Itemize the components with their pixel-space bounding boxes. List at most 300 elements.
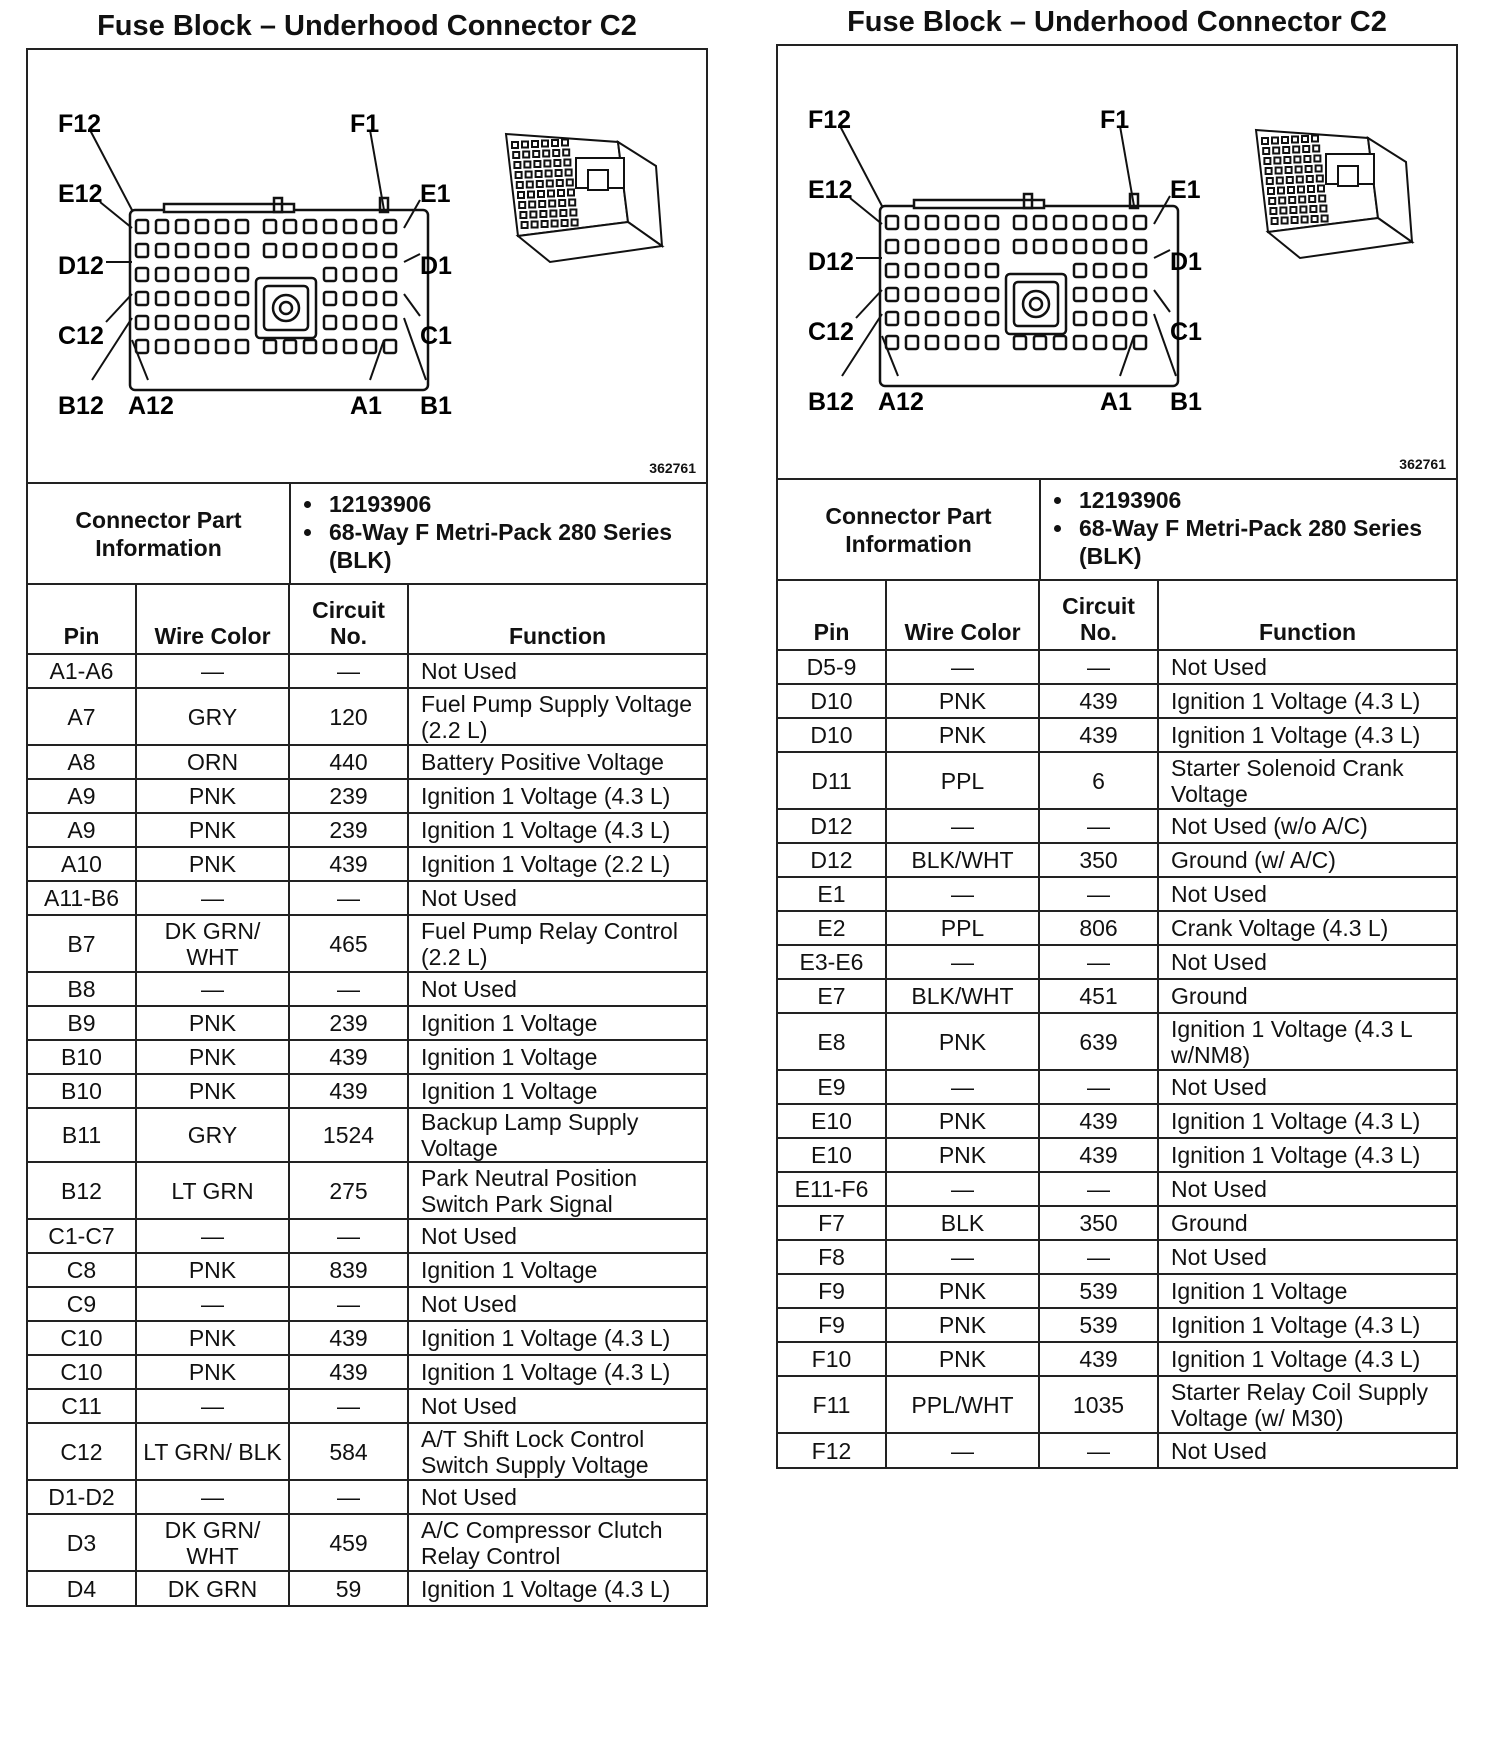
terminal-cavity [1054, 336, 1066, 349]
circuit-no-cell: 439 [289, 1355, 408, 1389]
pin-cell: B10 [28, 1040, 136, 1074]
terminal-cavity [236, 340, 248, 353]
pin-leader-line [1154, 196, 1170, 224]
terminal-cavity [324, 244, 336, 257]
pin-label-e1: E1 [1170, 176, 1201, 204]
terminal-cavity [1134, 288, 1146, 301]
circuit-no-cell: 6 [1039, 752, 1158, 809]
terminal-cavity [196, 268, 208, 281]
terminal-cavity [1074, 264, 1086, 277]
pin-cell: F11 [778, 1376, 886, 1433]
connector-card [26, 48, 708, 1607]
terminal-cavity [1054, 216, 1066, 229]
circuit-no-cell: — [1039, 877, 1158, 911]
terminal-cavity [176, 292, 188, 305]
function-cell: Not Used [1158, 1433, 1456, 1467]
terminal-cavity [1114, 336, 1126, 349]
circuit-no-cell: 350 [1039, 843, 1158, 877]
pin-label-e12: E12 [808, 176, 853, 204]
table-row [28, 779, 706, 813]
wire-color-cell: ORN [136, 745, 289, 779]
function-cell: A/T Shift Lock Control Switch Supply Voltage [408, 1423, 706, 1480]
function-cell: Crank Voltage (4.3 L) [1158, 911, 1456, 945]
terminal-cavity [966, 240, 978, 253]
terminal-cavity [324, 340, 336, 353]
wire-color-cell: — [136, 654, 289, 688]
wire-color-cell: PNK [886, 1138, 1039, 1172]
wire-color-cell: PNK [886, 718, 1039, 752]
pin-leader-line [1120, 126, 1134, 206]
terminal-cavity [946, 312, 958, 325]
table-row [778, 1308, 1456, 1342]
pin-label-f1: F1 [1100, 106, 1130, 134]
table-row [28, 1040, 706, 1074]
panel-title: Fuse Block – Underhood Connector C2 [847, 6, 1387, 38]
terminal-cavity [384, 220, 396, 233]
terminal-cavity [946, 288, 958, 301]
terminal-cavity [1094, 312, 1106, 325]
table-row [778, 945, 1456, 979]
circuit-no-cell: 806 [1039, 911, 1158, 945]
terminal-cavity [264, 340, 276, 353]
right-connector-panel [776, 0, 1458, 1469]
terminal-cavity [304, 340, 316, 353]
table-row [778, 979, 1456, 1013]
terminal-cavity [216, 340, 228, 353]
function-cell: Not Used [1158, 650, 1456, 684]
circuit-no-cell: — [1039, 1172, 1158, 1206]
terminal-cavity [364, 244, 376, 257]
terminal-cavity [906, 216, 918, 229]
pin-label-f12: F12 [58, 110, 102, 138]
center-bolt-hole [273, 295, 299, 321]
pin-cell: B7 [28, 915, 136, 972]
table-row [28, 1514, 706, 1571]
terminal-cavity [946, 264, 958, 277]
connector-diagram [778, 46, 1456, 480]
terminal-cavity [264, 220, 276, 233]
function-cell: Ground [1158, 1206, 1456, 1240]
terminal-cavity [1014, 336, 1026, 349]
wire-color-cell: — [136, 1287, 289, 1321]
function-cell: Starter Solenoid Crank Voltage [1158, 752, 1456, 809]
circuit-no-cell: — [1039, 809, 1158, 843]
part-number: • 12193906 [1075, 486, 1456, 514]
terminal-cavity [384, 340, 396, 353]
function-cell: Ignition 1 Voltage (4.3 L) [408, 1321, 706, 1355]
pin-label-d1: D1 [1170, 248, 1202, 276]
function-cell: Not Used [408, 1219, 706, 1253]
function-cell: Ground (w/ A/C) [1158, 843, 1456, 877]
table-row [28, 1074, 706, 1108]
terminal-cavity [284, 220, 296, 233]
terminal-cavity [136, 316, 148, 329]
pin-cell: D3 [28, 1514, 136, 1571]
connector-diagram [28, 50, 706, 484]
pin-cell: C10 [28, 1321, 136, 1355]
terminal-cavity [1054, 240, 1066, 253]
terminal-cavity [926, 336, 938, 349]
pin-cell: F10 [778, 1342, 886, 1376]
function-cell: Battery Positive Voltage [408, 745, 706, 779]
pin-cell: F9 [778, 1274, 886, 1308]
terminal-cavity [986, 240, 998, 253]
part-number: • 12193906 [325, 490, 706, 518]
terminal-cavity [384, 316, 396, 329]
terminal-cavity [1094, 264, 1106, 277]
pin-cell: E8 [778, 1013, 886, 1070]
connector-face-illustration [778, 46, 1456, 478]
table-row [778, 1104, 1456, 1138]
circuit-no-cell: 439 [289, 1074, 408, 1108]
circuit-no-cell: 1035 [1039, 1376, 1158, 1433]
table-row [778, 1240, 1456, 1274]
terminal-cavity [216, 244, 228, 257]
wire-color-cell: PNK [136, 847, 289, 881]
terminal-cavity [926, 312, 938, 325]
pin-cell: C8 [28, 1253, 136, 1287]
circuit-no-cell: — [1039, 1433, 1158, 1467]
pin-cell: D10 [778, 684, 886, 718]
terminal-cavity [966, 216, 978, 229]
wire-color-cell: — [886, 945, 1039, 979]
pin-cell: F9 [778, 1308, 886, 1342]
table-header-row [778, 581, 1456, 650]
wire-color-cell: DK GRN/ WHT [136, 915, 289, 972]
connector-info-list [1041, 480, 1456, 579]
circuit-no-cell: 439 [1039, 1104, 1158, 1138]
circuit-no-cell: — [289, 1480, 408, 1514]
header-circuit-no: Circuit No. [289, 585, 408, 654]
terminal-cavity [946, 336, 958, 349]
header-pin: Pin [778, 581, 886, 650]
pin-leader-line [404, 294, 420, 316]
pin-cell: A10 [28, 847, 136, 881]
function-cell: Ignition 1 Voltage [408, 1253, 706, 1287]
table-row [778, 1274, 1456, 1308]
pin-cell: F12 [778, 1433, 886, 1467]
pin-cell: A8 [28, 745, 136, 779]
function-cell: Not Used [408, 1480, 706, 1514]
connector-part-info [28, 484, 706, 585]
pin-cell: C9 [28, 1287, 136, 1321]
pin-leader-line [106, 294, 132, 322]
pin-cell: B9 [28, 1006, 136, 1040]
header-function: Function [1158, 581, 1456, 650]
terminal-cavity [136, 292, 148, 305]
terminal-cavity [1034, 336, 1046, 349]
terminal-cavity [1134, 336, 1146, 349]
terminal-cavity [886, 216, 898, 229]
pin-cell: A1-A6 [28, 654, 136, 688]
terminal-cavity [1034, 216, 1046, 229]
function-cell: Ignition 1 Voltage [408, 1006, 706, 1040]
pin-cell: F8 [778, 1240, 886, 1274]
function-cell: Ignition 1 Voltage (4.3 L) [408, 779, 706, 813]
function-cell: Not Used [408, 1389, 706, 1423]
pin-label-b12: B12 [808, 388, 854, 416]
terminal-cavity [1074, 336, 1086, 349]
connector-face-illustration [28, 50, 706, 482]
function-cell: Ignition 1 Voltage (4.3 L) [1158, 1308, 1456, 1342]
connector-info-label: Connector Part Information [778, 480, 1041, 579]
terminal-cavity [216, 220, 228, 233]
pin-leader-line [132, 340, 148, 380]
pin-leader-line [850, 198, 882, 224]
terminal-cavity [196, 220, 208, 233]
pin-label-b1: B1 [1170, 388, 1202, 416]
connector-isometric-view [506, 134, 662, 262]
terminal-cavity [136, 244, 148, 257]
header-circuit-no: Circuit No. [1039, 581, 1158, 650]
terminal-cavity [926, 288, 938, 301]
table-row [778, 1433, 1456, 1467]
pin-cell: D12 [778, 809, 886, 843]
table-row [28, 1389, 706, 1423]
table-row [28, 1355, 706, 1389]
function-cell: Not Used (w/o A/C) [1158, 809, 1456, 843]
wire-color-cell: — [886, 1240, 1039, 1274]
terminal-cavity [264, 244, 276, 257]
pin-label-c1: C1 [1170, 318, 1202, 346]
pin-cell: B11 [28, 1108, 136, 1162]
terminal-cavity [156, 340, 168, 353]
function-cell: A/C Compressor Clutch Relay Control [408, 1514, 706, 1571]
terminal-cavity [324, 316, 336, 329]
function-cell: Starter Relay Coil Supply Voltage (w/ M30) [1158, 1376, 1456, 1433]
terminal-cavity [236, 292, 248, 305]
center-bolt-hole [1023, 291, 1049, 317]
function-cell: Ignition 1 Voltage (4.3 L) [1158, 1342, 1456, 1376]
circuit-no-cell: — [289, 972, 408, 1006]
wire-color-cell: — [886, 1172, 1039, 1206]
terminal-cavity [304, 220, 316, 233]
table-row [28, 847, 706, 881]
terminal-cavity [196, 316, 208, 329]
terminal-cavity [176, 316, 188, 329]
terminal-cavity [906, 264, 918, 277]
circuit-no-cell: — [1039, 1240, 1158, 1274]
header-pin: Pin [28, 585, 136, 654]
terminal-cavity [384, 268, 396, 281]
table-row [28, 745, 706, 779]
table-row [778, 1013, 1456, 1070]
pin-cell: A11-B6 [28, 881, 136, 915]
terminal-cavity [1114, 264, 1126, 277]
terminal-cavity [216, 316, 228, 329]
pin-cell: D12 [778, 843, 886, 877]
circuit-no-cell: 539 [1039, 1308, 1158, 1342]
terminal-cavity [196, 244, 208, 257]
terminal-cavity [344, 268, 356, 281]
pin-label-c1: C1 [420, 322, 452, 350]
pin-cell: E3-E6 [778, 945, 886, 979]
terminal-cavity [1114, 216, 1126, 229]
circuit-no-cell: 839 [289, 1253, 408, 1287]
table-header-row [28, 585, 706, 654]
circuit-no-cell: 465 [289, 915, 408, 972]
pin-cell: A9 [28, 779, 136, 813]
pin-label-a12: A12 [128, 392, 174, 420]
terminal-cavity [344, 340, 356, 353]
function-cell: Ignition 1 Voltage [1158, 1274, 1456, 1308]
function-cell: Not Used [408, 881, 706, 915]
terminal-cavity [906, 288, 918, 301]
terminal-cavity [886, 312, 898, 325]
terminal-cavity [1134, 216, 1146, 229]
terminal-cavity [344, 244, 356, 257]
pin-cell: C11 [28, 1389, 136, 1423]
wire-color-cell: — [136, 1389, 289, 1423]
terminal-cavity [886, 240, 898, 253]
header-function: Function [408, 585, 706, 654]
pin-leader-line [370, 130, 384, 210]
connector-info-label: Connector Part Information [28, 484, 291, 583]
wire-color-cell: PNK [886, 684, 1039, 718]
wire-color-cell: — [136, 1219, 289, 1253]
terminal-cavity [156, 244, 168, 257]
function-cell: Fuel Pump Supply Voltage (2.2 L) [408, 688, 706, 745]
terminal-cavity [986, 264, 998, 277]
circuit-no-cell: 1524 [289, 1108, 408, 1162]
terminal-cavity [176, 220, 188, 233]
circuit-no-cell: 239 [289, 813, 408, 847]
pin-cell: E9 [778, 1070, 886, 1104]
terminal-cavity [966, 312, 978, 325]
terminal-cavity [946, 216, 958, 229]
pin-cell: C10 [28, 1355, 136, 1389]
terminal-cavity [136, 220, 148, 233]
function-cell: Ground [1158, 979, 1456, 1013]
circuit-no-cell: 439 [1039, 718, 1158, 752]
terminal-cavity [364, 220, 376, 233]
wire-color-cell: PNK [886, 1274, 1039, 1308]
wire-color-cell: — [886, 809, 1039, 843]
circuit-no-cell: 239 [289, 779, 408, 813]
function-cell: Park Neutral Position Switch Park Signal [408, 1162, 706, 1219]
terminal-cavity [966, 288, 978, 301]
function-cell: Not Used [408, 972, 706, 1006]
pin-label-d12: D12 [808, 248, 854, 276]
table-row [778, 1138, 1456, 1172]
circuit-no-cell: 239 [289, 1006, 408, 1040]
table-row [28, 688, 706, 745]
function-cell: Ignition 1 Voltage (4.3 L) [1158, 1138, 1456, 1172]
pin-cell: A9 [28, 813, 136, 847]
table-row [28, 813, 706, 847]
pin-label-e1: E1 [420, 180, 451, 208]
circuit-no-cell: — [1039, 1070, 1158, 1104]
terminal-cavity [1074, 312, 1086, 325]
wire-color-cell: PNK [886, 1013, 1039, 1070]
pin-cell: E10 [778, 1104, 886, 1138]
pinout-table [778, 581, 1456, 1467]
terminal-cavity [136, 268, 148, 281]
function-cell: Not Used [408, 1287, 706, 1321]
terminal-cavity [196, 292, 208, 305]
terminal-cavity [1134, 240, 1146, 253]
terminal-cavity [906, 336, 918, 349]
terminal-cavity [1094, 288, 1106, 301]
function-cell: Backup Lamp Supply Voltage [408, 1108, 706, 1162]
terminal-cavity [176, 268, 188, 281]
circuit-no-cell: 539 [1039, 1274, 1158, 1308]
function-cell: Fuel Pump Relay Control (2.2 L) [408, 915, 706, 972]
terminal-cavity [1094, 336, 1106, 349]
circuit-no-cell: 439 [289, 1321, 408, 1355]
table-row [28, 1162, 706, 1219]
table-row [28, 1287, 706, 1321]
terminal-cavity [1094, 216, 1106, 229]
pin-leader-line [1154, 250, 1170, 258]
pin-leader-line [882, 336, 898, 376]
wire-color-cell: — [886, 877, 1039, 911]
wire-color-cell: BLK/WHT [886, 843, 1039, 877]
table-row [28, 1253, 706, 1287]
table-row [778, 1342, 1456, 1376]
pin-label-a12: A12 [878, 388, 924, 416]
terminal-cavity [986, 216, 998, 229]
function-cell: Ignition 1 Voltage (4.3 L) [408, 813, 706, 847]
wire-color-cell: PNK [136, 1006, 289, 1040]
table-row [778, 684, 1456, 718]
terminal-cavity [926, 240, 938, 253]
terminal-cavity [284, 244, 296, 257]
terminal-cavity [1114, 240, 1126, 253]
terminal-cavity [886, 264, 898, 277]
circuit-no-cell: — [289, 881, 408, 915]
header-wire-color: Wire Color [136, 585, 289, 654]
terminal-cavity [156, 268, 168, 281]
terminal-cavity [216, 292, 228, 305]
table-row [28, 972, 706, 1006]
terminal-cavity [966, 264, 978, 277]
wire-color-cell: — [886, 650, 1039, 684]
terminal-cavity [284, 340, 296, 353]
terminal-cavity [156, 316, 168, 329]
function-cell: Not Used [1158, 877, 1456, 911]
table-row [28, 881, 706, 915]
wire-color-cell: LT GRN [136, 1162, 289, 1219]
terminal-cavity [926, 264, 938, 277]
terminal-cavity [236, 268, 248, 281]
pin-cell: B12 [28, 1162, 136, 1219]
connector-description: • 68-Way F Metri-Pack 280 Series (BLK) [1075, 514, 1456, 570]
wire-color-cell: PNK [136, 1040, 289, 1074]
pin-cell: D1-D2 [28, 1480, 136, 1514]
terminal-cavity [156, 220, 168, 233]
terminal-cavity [216, 268, 228, 281]
wire-color-cell: — [136, 881, 289, 915]
wire-color-cell: PNK [136, 1321, 289, 1355]
function-cell: Not Used [1158, 1172, 1456, 1206]
terminal-cavity [906, 312, 918, 325]
terminal-cavity [1014, 240, 1026, 253]
wire-color-cell: BLK [886, 1206, 1039, 1240]
pin-label-f12: F12 [808, 106, 852, 134]
wire-color-cell: BLK/WHT [886, 979, 1039, 1013]
terminal-cavity [236, 244, 248, 257]
pin-cell: D5-9 [778, 650, 886, 684]
pin-leader-line [100, 202, 132, 228]
terminal-cavity [324, 292, 336, 305]
table-row [28, 915, 706, 972]
wire-color-cell: — [136, 1480, 289, 1514]
circuit-no-cell: 439 [1039, 684, 1158, 718]
function-cell: Ignition 1 Voltage [408, 1074, 706, 1108]
terminal-cavity [966, 336, 978, 349]
circuit-no-cell: — [1039, 650, 1158, 684]
